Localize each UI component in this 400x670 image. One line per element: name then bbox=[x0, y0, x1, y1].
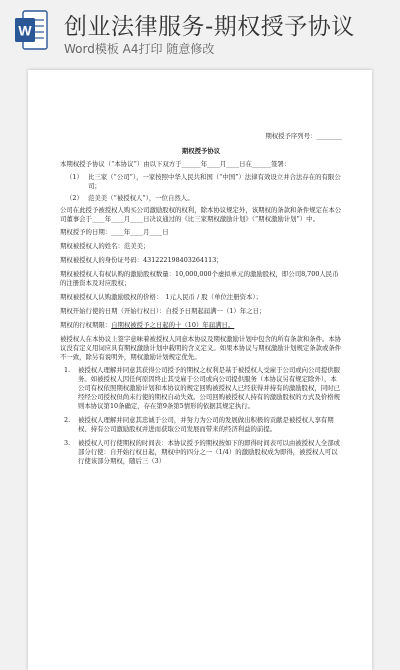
expiry-value: 自期权被授予之日起的十（10）年届满日。 bbox=[111, 321, 235, 329]
page-title: 创业法律服务-期权授予协议 bbox=[64, 14, 355, 40]
clause-text: 被授权人可行使期权的时间表：本协议授予的期权按如下的即得时间表可以由被授权人全部或部分行使：自开始行权日起，期权中的四分之一（1/4）的激励股权成为即得，被授权人可以行使该部分期权，随后三（3） bbox=[78, 439, 341, 465]
party-item bbox=[60, 173, 342, 191]
page-subtitle: Word模板 A4打印 随意修改 bbox=[64, 42, 215, 56]
party-item bbox=[60, 194, 342, 203]
numbered-clause bbox=[60, 366, 342, 411]
header-banner bbox=[0, 0, 400, 66]
numbered-clause bbox=[60, 439, 342, 466]
document-page bbox=[28, 70, 372, 670]
clause-number: 2. bbox=[64, 416, 71, 424]
field-share-quantity: 期权被授权人有权认购的激励股权数量：10,000,000个虚拟单元的激励股权，即公司8,700人民币的注册资本及对应股权； bbox=[60, 270, 339, 287]
field-exercise-price: 期权被授权人认购激励股权的价格： 1元人民币 / 股（单位注册资本）； bbox=[60, 293, 262, 301]
document-body bbox=[60, 132, 342, 471]
party-text: 比三家（“公司”），一家按照中华人民共和国（“中国”）法律有效设立并合法存在的有限公司； bbox=[88, 173, 341, 190]
numbered-clause bbox=[60, 416, 342, 434]
sequence-number-line: 期权授予序列号：________ bbox=[265, 132, 342, 140]
field-expiry bbox=[60, 321, 342, 330]
party-label: （1） bbox=[66, 173, 83, 181]
clause-number: 3. bbox=[64, 439, 71, 447]
clause-text: 被授权人理解并同意其获得公司授予的期权之权利是基于被授权人受雇于公司或向公司提供服务。如被授权人因任何原因终止其受雇于公司或向公司提供服务（本协议另有规定除外），本公司有权依照期权激励计划和本协议的规定回购被授权人已经获得并持有的激励股权，同时已经经公司授权但尚未行使的期权自动失效。公司回购被授权人持有的激励股权的方式及价格规则本协议第10条确定，存在第9条第5情形的依据其规定执行。 bbox=[78, 366, 341, 410]
clause-number: 1. bbox=[64, 366, 71, 374]
field-grantee-name: 期权被授权人的姓名：范美美； bbox=[60, 242, 150, 250]
intro-paragraph: 本期权授予协议（“本协议”）由以下双方于______年____月____日在______签署： bbox=[60, 160, 291, 168]
agreement-paragraph: 被授权人在本协议上签字意味着被授权人同意本协议及期权激励计划中包含的所有条款和条件。本协议没有定义用词应具有期权激励计划中载明的含义定义。如果本协议与期权激励计划规定条款或条件不一致，除另有说明外，期权激励计划规定优先。 bbox=[60, 335, 342, 361]
document-heading: 期权授予协议 bbox=[181, 147, 221, 155]
field-grant-date: 期权授予的日期：____年____月____日 bbox=[60, 228, 169, 236]
svg-text:W: W bbox=[18, 22, 32, 39]
field-vesting-start: 期权开始行使的日期（开始行权日）：自授予日期起届满一（1）年之日； bbox=[60, 307, 266, 315]
company-paragraph: 公司在此授予被授权人购买公司激励股权的权利，除本协议规定外，该期权的条款和条件规定在本公司董事会于____年____月____日决议通过的《比三家期权激励计划》（“期权激励计划”）中。 bbox=[60, 206, 342, 223]
expiry-label: 期权的行权期限： bbox=[60, 321, 112, 329]
clause-text: 被授权人理解并同意其忠诚于公司，并努力为公司的发展做出积极的贡献是被授权人享有期权、持有公司激励股权并进而获取公司发展而带来的经济利益的前提。 bbox=[78, 416, 334, 433]
field-id-number: 期权被授权人的身份证号码：431222198403264113； bbox=[60, 256, 223, 264]
party-text: 范美美（“被授权人”），一位自然人。 bbox=[88, 194, 194, 202]
word-document-icon bbox=[14, 10, 48, 50]
party-label: （2） bbox=[66, 194, 83, 202]
